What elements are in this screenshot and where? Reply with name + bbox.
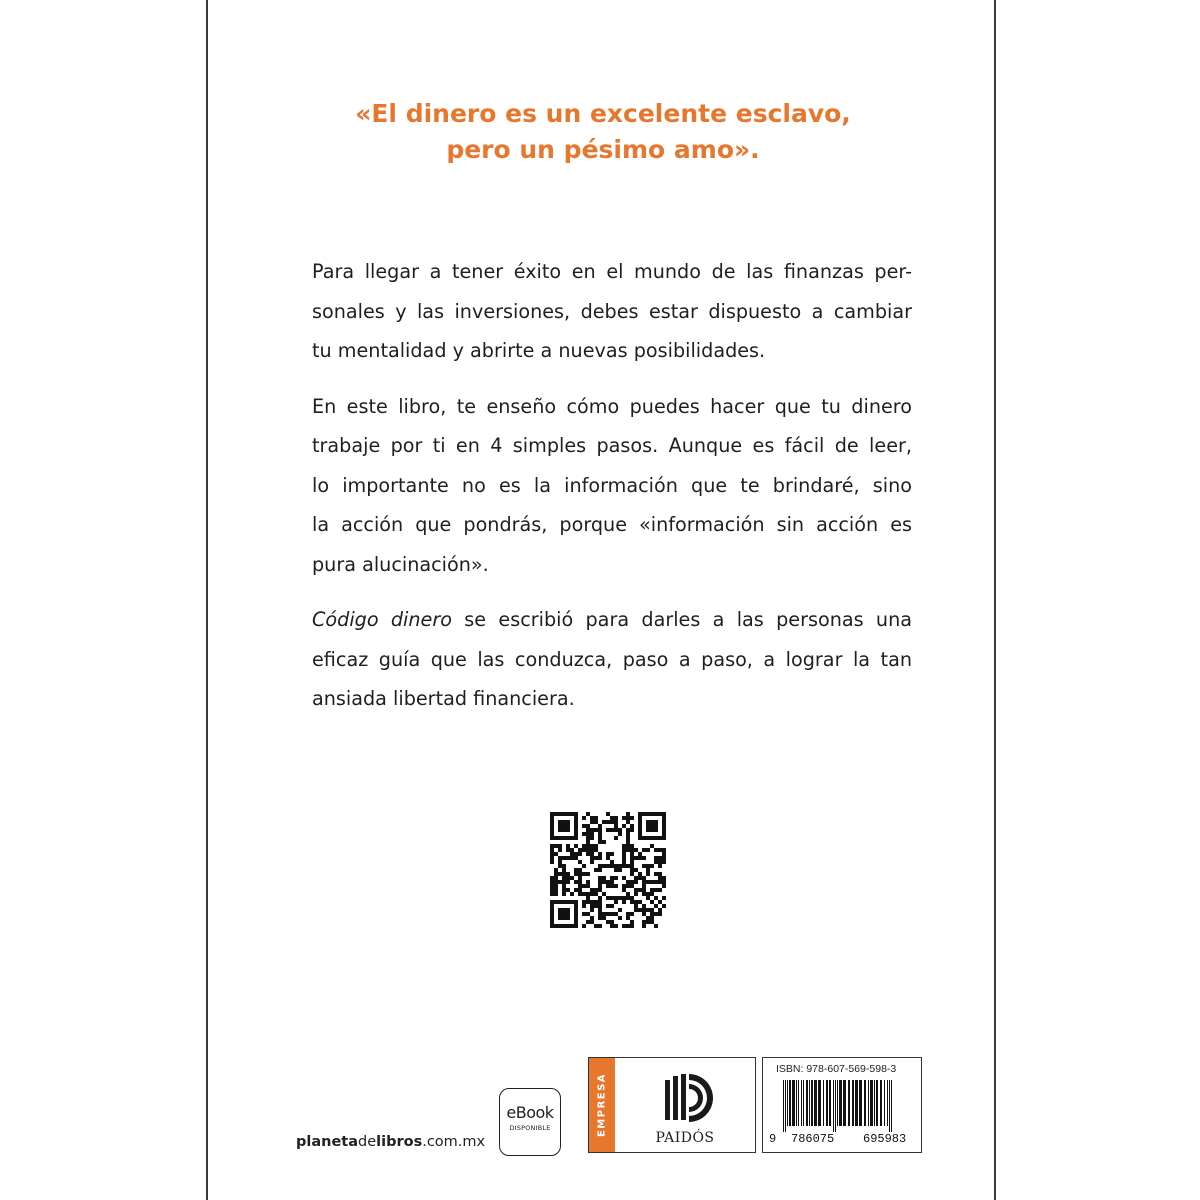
p1-line: Para llegar a tener éxito en el mundo de las finanzas per- — [312, 260, 912, 283]
p3-line: eficaz guía que las conduzca, paso a paso, a lograr la tan — [312, 647, 912, 671]
paragraph-1 — [312, 252, 912, 371]
isbn-text: ISBN: 978-607-569-598-3 — [776, 1063, 897, 1075]
site-part: libros — [376, 1134, 423, 1150]
p3-line: ansiada libertad financiera. — [312, 687, 575, 710]
paragraph-2 — [312, 387, 912, 585]
isbn-box — [762, 1057, 922, 1153]
website-link[interactable] — [296, 1134, 485, 1150]
imprint-label: EMPRESA — [596, 1072, 608, 1138]
quote-line-1: «El dinero es un excelente esclavo, — [355, 99, 851, 128]
barcode-icon — [783, 1080, 917, 1132]
barcode-digits-group-2: 695983 — [863, 1132, 907, 1146]
publisher-box — [588, 1057, 756, 1153]
pull-quote — [308, 96, 898, 168]
p3-line — [312, 600, 912, 640]
ebook-label: eBook — [506, 1103, 554, 1122]
site-part: .com.mx — [422, 1134, 486, 1150]
p2-line: En este libro, te enseño cómo puedes hacer que tu dinero — [312, 394, 912, 418]
p2-line: trabaje por ti en 4 simples pasos. Aunque es fácil de leer, — [312, 434, 912, 457]
synopsis — [312, 252, 912, 735]
book-title: Código dinero — [312, 608, 452, 631]
p2-line: pura alucinación». — [312, 552, 489, 576]
ebook-badge — [499, 1088, 561, 1156]
p2-line: la acción que pondrás, porque «información sin acción es — [312, 513, 912, 536]
imprint-band — [589, 1058, 615, 1152]
qr-code-icon[interactable] — [550, 812, 666, 928]
publisher-name: PAIDÓS — [655, 1130, 715, 1146]
back-cover — [206, 0, 996, 1200]
p1-line: tu mentalidad y abrirte a nuevas posibilidades. — [312, 339, 766, 362]
paidos-logo-icon — [657, 1070, 713, 1126]
barcode-digits-group-1: 786075 — [791, 1132, 835, 1146]
paragraph-3 — [312, 600, 912, 719]
p1-line: sonales y las inversiones, debes estar dispuesto a cambiar — [312, 299, 912, 323]
ebook-sub: DISPONIBLE — [509, 1124, 551, 1132]
site-part: de — [358, 1134, 377, 1150]
quote-line-2: pero un pésimo amo». — [446, 135, 760, 164]
p3-line-rest: se escribió para darles a las personas una — [451, 608, 912, 631]
site-part: planeta — [296, 1134, 359, 1150]
p2-line: lo importante no es la información que te brindaré, sino — [312, 473, 912, 497]
barcode-digit-first: 9 — [769, 1132, 777, 1146]
